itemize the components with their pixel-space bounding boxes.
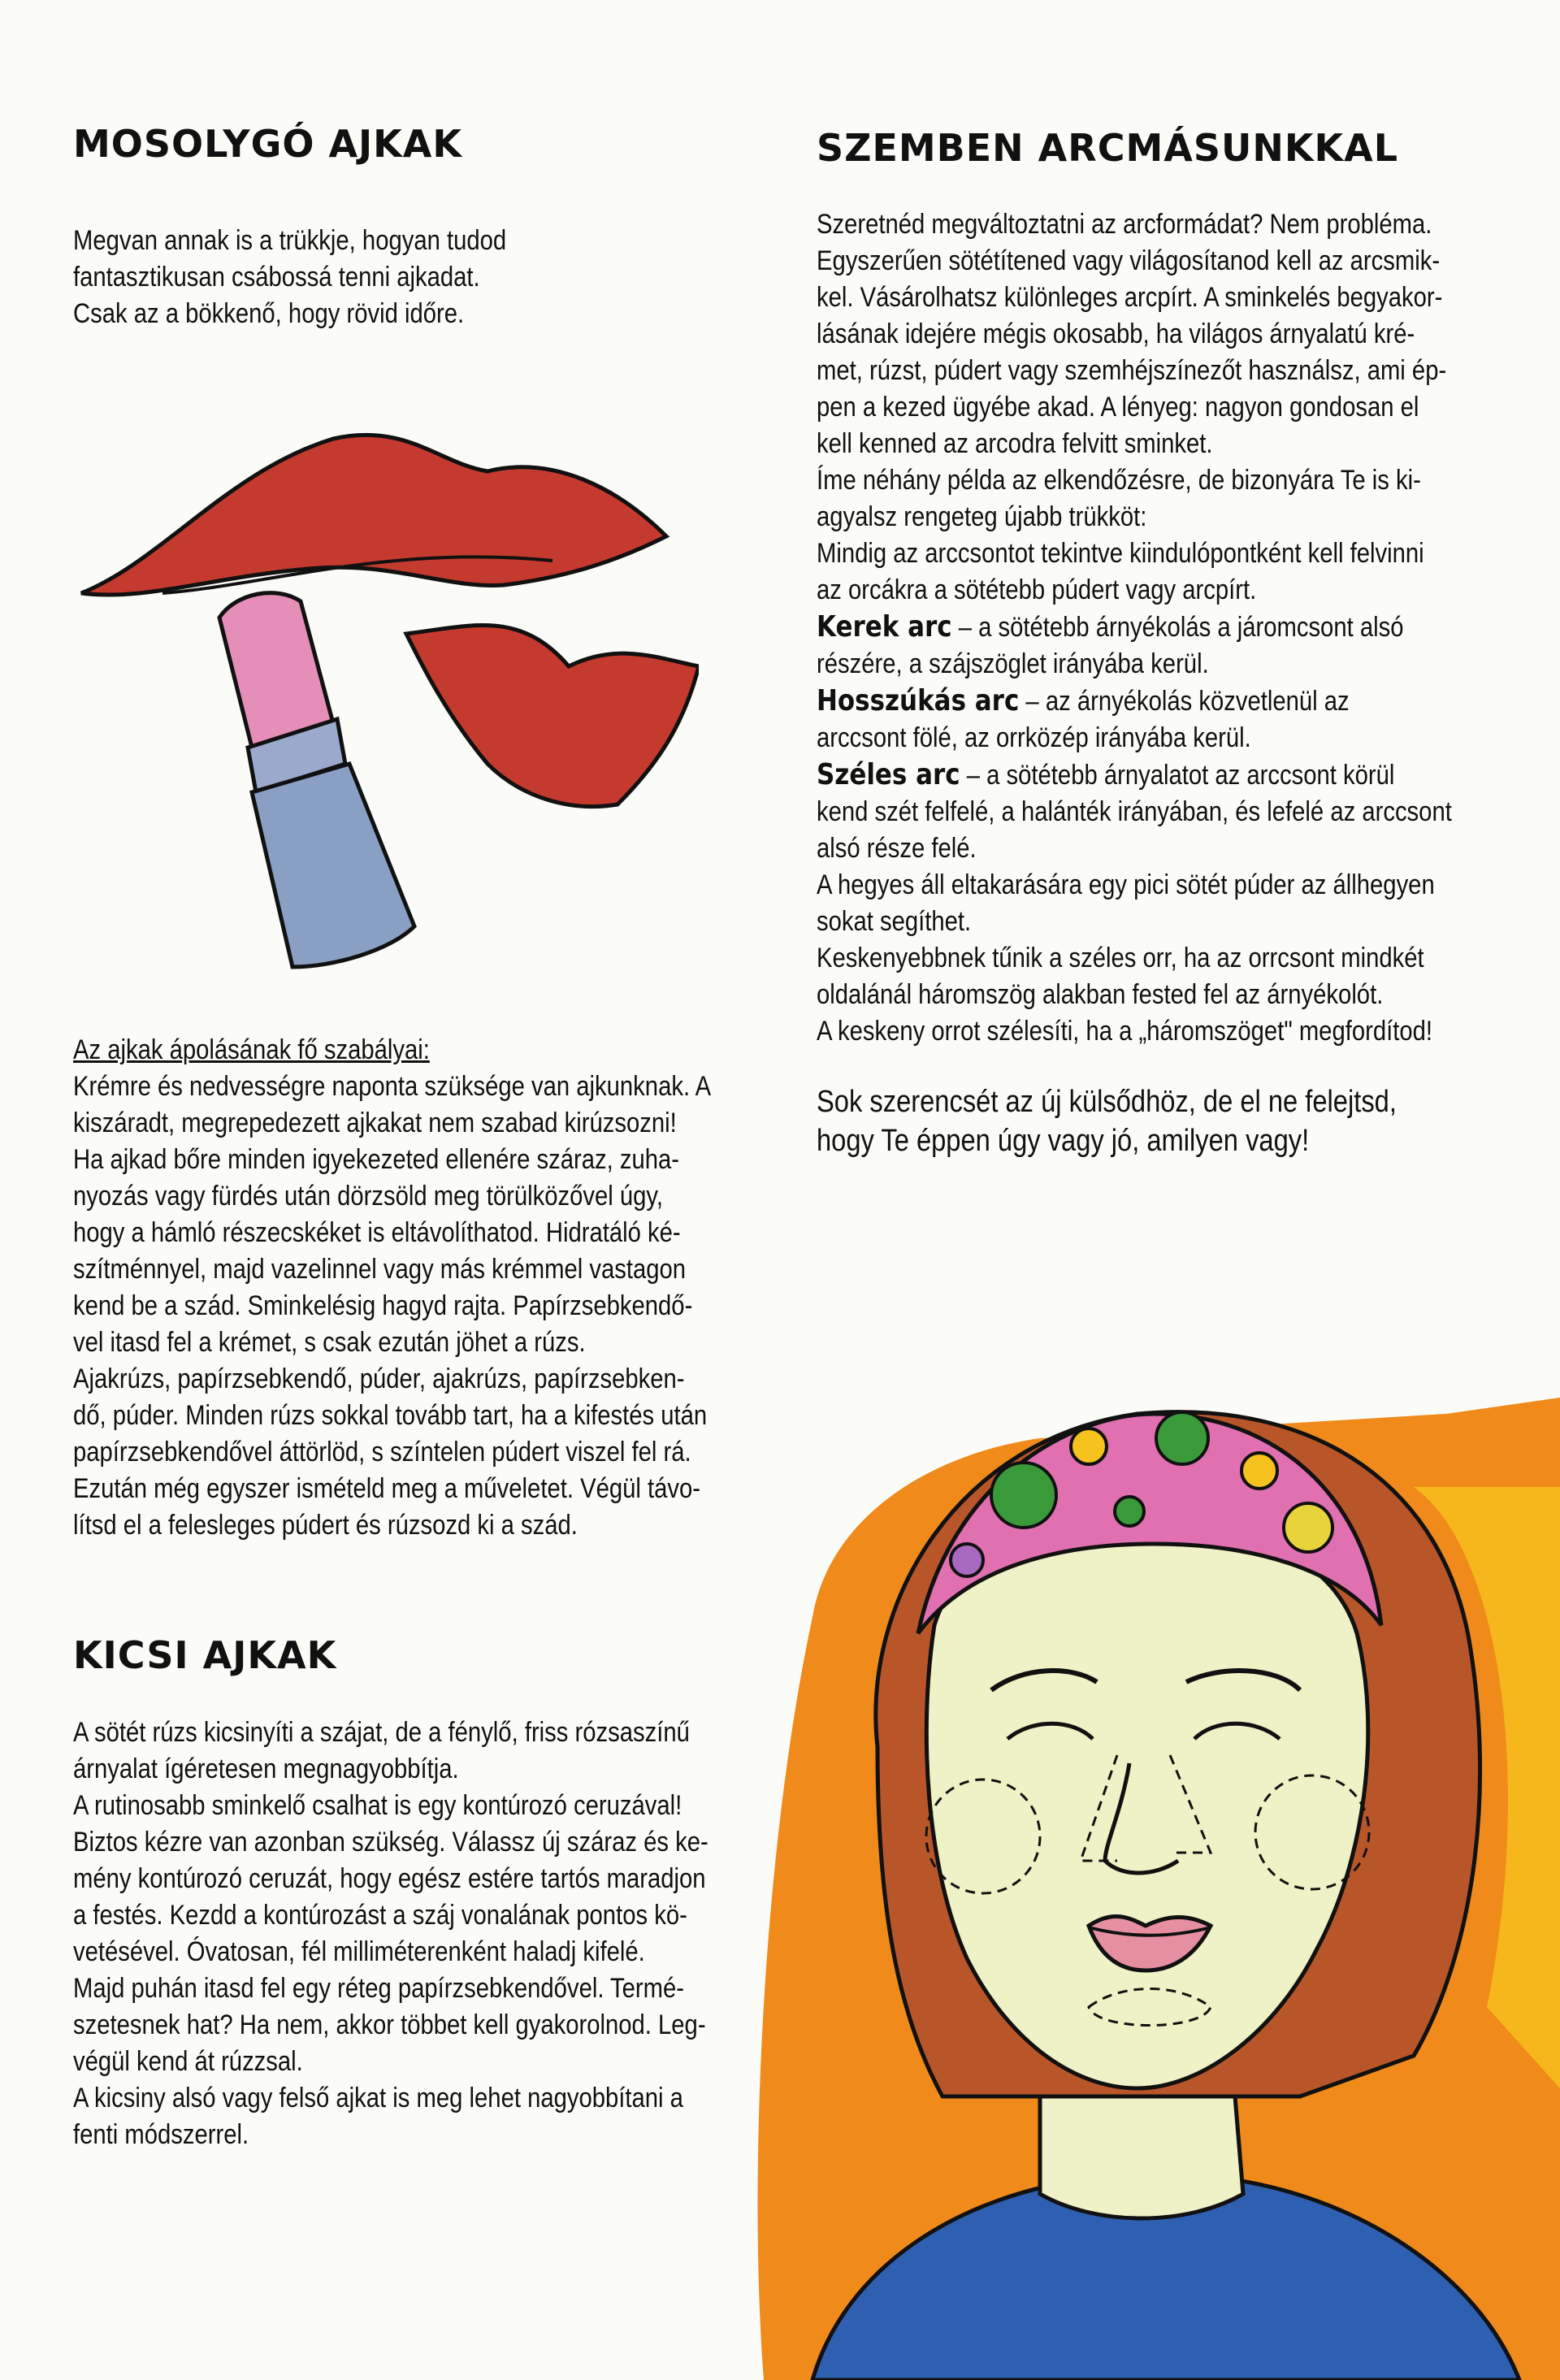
care-line: nyozás vagy fürdés után dörzsöld meg törülközővel úgy,: [73, 1181, 663, 1212]
tip-line: oldalánál háromszög alakban fested fel az árnyékolót.: [817, 979, 1384, 1010]
small-lips-section: [73, 1633, 739, 2153]
neck: [1040, 2096, 1243, 2218]
care-line: szítménnyel, majd vazelinnel vagy más krémmel vastagon: [73, 1254, 687, 1285]
tip-line: A hegyes áll eltakarására egy pici sötét púder az állhegyen: [817, 869, 1435, 900]
lips-lipstick-illustration: [65, 423, 699, 991]
lipstick-tube: [252, 764, 414, 967]
small-lips-title: KICSI AJKAK: [73, 1633, 337, 1677]
long-face-keyword: Hosszúkás arc: [817, 684, 1020, 717]
closing-line: Sok szerencsét az új külsődhöz, de el ne felejtsd,: [817, 1085, 1397, 1119]
small-line: A kicsiny alsó vagy felső ajkat is meg lehet nagyobbítani a: [73, 2083, 683, 2113]
small-line: A sötét rúzs kicsinyíti a szájat, de a fénylő, friss rózsaszínű: [73, 1717, 690, 1748]
intro-line: Íme néhány példa az elkendőzésre, de bizonyára Te is ki-: [817, 465, 1421, 496]
face-section-title: SZEMBEN ARCMÁSUNKKAL: [817, 126, 1399, 170]
care-line: kiszáradt, megrepedezett ajkakat nem szabad kirúzsozni!: [73, 1108, 677, 1138]
left-column: [73, 122, 739, 332]
long-face-text: – az árnyékolás közvetlenül az: [1019, 686, 1350, 717]
closing-line: hogy Te éppen úgy vagy jó, amilyen vagy!: [817, 1124, 1310, 1158]
round-face-keyword: Kerek arc: [817, 610, 952, 644]
intro-line: lásának idejére mégis okosabb, ha világos árnyalatú kré-: [817, 319, 1415, 349]
care-line: Ezután még egyszer ismételd meg a műveletet. Végül távo-: [73, 1473, 700, 1504]
care-line: Krémre és nedvességre naponta szüksége van ajkunknak. A: [73, 1071, 712, 1102]
intro-line: kel. Vásárolhatsz különleges arcpírt. A sminkelés begyakor-: [817, 282, 1443, 313]
small-line: végül kend át rúzzsal.: [73, 2046, 303, 2077]
smile-intro: [73, 223, 739, 332]
round-face-line2: részére, a szájszöglet irányába kerül.: [817, 648, 1209, 679]
intro-line: kell kenned az arcodra felvitt sminket.: [817, 428, 1213, 459]
round-face-line: [817, 609, 1481, 646]
care-line: kend be a szád. Sminkelésig hagyd rajta. Papírzsebkendő-: [73, 1290, 693, 1321]
small-line: fenti módszerrel.: [73, 2119, 249, 2150]
smile-intro-line: Megvan annak is a trükkje, hogyan tudod: [73, 225, 507, 256]
intro-line: az orcákra a sötétebb púdert vagy arcpírt.: [817, 574, 1257, 605]
smile-intro-line: Csak az a bökkenő, hogy rövid időre.: [73, 298, 465, 329]
face-illustration: [715, 1276, 1560, 2380]
long-face-line2: arccsont fölé, az orrközép irányába kerül.: [817, 722, 1251, 753]
care-line: dő, púder. Minden rúzs sokkal tovább tart, ha a kifestés után: [73, 1400, 708, 1431]
wide-face-line3: alsó része felé.: [817, 833, 977, 864]
care-line: Ha ajkad bőre minden igyekezeted ellenére száraz, zuha-: [73, 1144, 680, 1175]
care-line: lítsd el a felesleges púdert és rúzsozd ki a szád.: [73, 1510, 578, 1541]
wide-face-keyword: Széles arc: [817, 758, 960, 791]
care-line: Ajakrúzs, papírzsebkendő, púder, ajakrúzs, papírzsebken-: [73, 1363, 685, 1394]
intro-line: agyalsz rengeteg újabb trükköt:: [817, 501, 1147, 532]
lower-lips: [406, 626, 699, 807]
small-line: vetésével. Óvatosan, fél milliméterenként haladj kifelé.: [73, 1936, 645, 1967]
small-line: árnyalat ígéretesen megnagyobbítja.: [73, 1754, 459, 1784]
intro-line: met, rúzst, púdert vagy szemhéjszínezőt használsz, ami ép-: [817, 355, 1447, 386]
small-line: Biztos kézre van azonban szükség. Válassz új száraz és ke-: [73, 1827, 708, 1858]
intro-line: Mindig az arccsontot tekintve kiindulópontként kell felvinni: [817, 538, 1424, 569]
small-line: mény kontúrozó ceruzát, hogy egész estére tartós maradjon: [73, 1863, 706, 1894]
tip-line: A keskeny orrot szélesíti, ha a „háromszöget" megfordítod!: [817, 1016, 1432, 1047]
smile-title: MOSOLYGÓ AJKAK: [73, 122, 463, 166]
wide-face-line: [817, 756, 1481, 794]
tip-line: Keskenyebbnek tűnik a széles orr, ha az orrcsont mindkét: [817, 943, 1424, 973]
care-section: [73, 1032, 739, 1544]
small-line: a festés. Kezdd a kontúrozást a száj vonalának pontos kö-: [73, 1900, 687, 1931]
small-line: Majd puhán itasd fel egy réteg papírzsebkendővel. Termé-: [73, 1973, 685, 2004]
care-line: papírzsebkendővel áttörlöd, s színtelen púdert viszel fel rá.: [73, 1437, 691, 1467]
right-column: [817, 126, 1483, 1160]
small-line: szetesnek hat? Ha nem, akkor többet kell gyakorolnod. Leg-: [73, 2009, 706, 2040]
wide-face-line2: kend szét felfelé, a halánték irányában, és lefelé az arccsont: [817, 796, 1452, 827]
intro-line: pen a kezed ügyébe akad. A lényeg: nagyon gondosan el: [817, 392, 1419, 423]
upper-lips: [81, 435, 666, 595]
round-face-text: – a sötétebb árnyékolás a járomcsont alsó: [951, 612, 1404, 643]
tip-line: sokat segíthet.: [817, 906, 972, 937]
intro-line: Szeretnéd megváltoztatni az arcformádat? Nem probléma.: [817, 209, 1432, 240]
long-face-line: [817, 683, 1481, 720]
care-line: vel itasd fel a krémet, s csak ezután jöhet a rúzs.: [73, 1327, 586, 1358]
intro-line: Egyszerűen sötétítened vagy világosítanod kell az arcsmik-: [817, 245, 1441, 276]
small-line: A rutinosabb sminkelő csalhat is egy kontúrozó ceruzával!: [73, 1790, 682, 1821]
care-line: hogy a hámló részecskéket is eltávolíthatod. Hidratáló ké-: [73, 1217, 681, 1248]
smile-intro-line: fantasztikusan csábossá tenni ajkadat.: [73, 262, 480, 293]
closing: [817, 1082, 1483, 1160]
care-heading: Az ajkak ápolásának fő szabályai:: [73, 1034, 430, 1065]
wide-face-text: – a sötétebb árnyalatot az arccsont körül: [960, 760, 1395, 791]
